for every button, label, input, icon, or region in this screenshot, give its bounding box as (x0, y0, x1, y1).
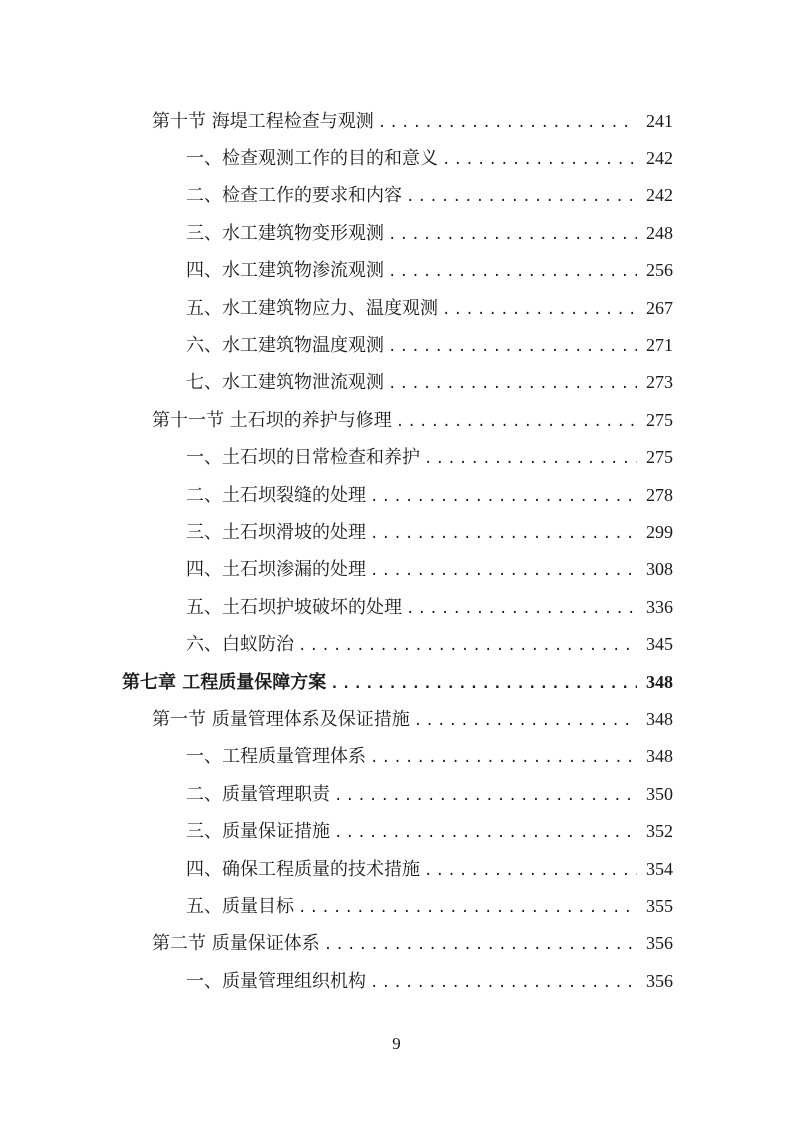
toc-entry-item[interactable] (0, 213, 793, 250)
toc-entry-item[interactable] (0, 811, 793, 848)
toc-entry-title: 五、质量目标 (186, 895, 294, 917)
toc-entry-page-number: 273 (646, 372, 673, 393)
toc-entry-page-number: 348 (646, 671, 673, 692)
toc-entry-item[interactable] (0, 737, 793, 774)
dot-leader (388, 227, 637, 243)
toc-entry-item[interactable] (0, 849, 793, 886)
toc-entry-chapter[interactable] (0, 662, 793, 699)
toc-entry-item[interactable] (0, 886, 793, 923)
toc-entry-page-number: 275 (646, 447, 673, 468)
dot-leader (424, 451, 637, 467)
toc-entry-title: 第十节 海堤工程检查与观测 (152, 110, 374, 132)
toc-entry-content (186, 294, 673, 320)
toc-entry-title: 五、土石坝护坡破坏的处理 (186, 596, 402, 618)
toc-entry-content (186, 817, 673, 843)
toc-entry-content (186, 555, 673, 581)
toc-entry-page-number: 242 (646, 148, 673, 169)
toc-entry-page-number: 350 (646, 783, 673, 804)
toc-entry-item[interactable] (0, 438, 793, 475)
toc-entry-content (186, 593, 673, 619)
toc-entry-title: 二、质量管理职责 (186, 783, 330, 805)
toc-entry-page-number: 241 (646, 110, 673, 131)
toc-entry-title: 六、白蚁防治 (186, 634, 294, 656)
toc-entry-content (186, 892, 673, 918)
toc-entry-page-number: 356 (646, 933, 673, 954)
dot-leader (396, 414, 637, 430)
dot-leader (442, 152, 637, 168)
dot-leader (370, 489, 637, 505)
dot-leader (388, 264, 637, 280)
toc-entry-page-number: 278 (646, 484, 673, 505)
toc-entry-page-number: 336 (646, 596, 673, 617)
toc-entry-page-number: 355 (646, 895, 673, 916)
toc-entry-item[interactable] (0, 550, 793, 587)
toc-entry-page-number: 354 (646, 858, 673, 879)
toc-entry-content (152, 929, 673, 955)
toc-entry-page-number: 242 (646, 185, 673, 206)
toc-entry-content (186, 368, 673, 394)
toc-entry-title: 七、水工建筑物泄流观测 (186, 372, 384, 394)
dot-leader (334, 825, 637, 841)
toc-entry-content (186, 481, 673, 507)
toc-entry-section[interactable] (0, 924, 793, 961)
toc-entry-page-number: 271 (646, 335, 673, 356)
toc-entry-title: 第二节 质量保证体系 (152, 933, 320, 955)
toc-entry-item[interactable] (0, 176, 793, 213)
toc-entry-page-number: 248 (646, 222, 673, 243)
dot-leader (334, 788, 637, 804)
toc-entry-section[interactable] (0, 699, 793, 736)
toc-entry-item[interactable] (0, 512, 793, 549)
dot-leader (388, 376, 637, 392)
toc-entry-content (186, 144, 673, 170)
page-number: 9 (392, 1034, 401, 1053)
dot-leader (370, 750, 637, 766)
toc-entry-item[interactable] (0, 325, 793, 362)
toc-entry-content (186, 219, 673, 245)
toc-entry-content (122, 668, 673, 694)
toc-entry-title: 五、水工建筑物应力、温度观测 (186, 297, 438, 319)
toc-entry-content (152, 705, 673, 731)
toc-entry-content (186, 331, 673, 357)
toc-entry-title: 三、土石坝滑坡的处理 (186, 521, 366, 543)
toc-entry-title: 三、水工建筑物变形观测 (186, 222, 384, 244)
toc-entry-title: 四、水工建筑物渗流观测 (186, 260, 384, 282)
dot-leader (370, 975, 637, 991)
dot-leader (442, 302, 637, 318)
toc-entry-page-number: 299 (646, 521, 673, 542)
toc-entry-item[interactable] (0, 624, 793, 661)
toc-entry-content (186, 518, 673, 544)
toc-entry-item[interactable] (0, 138, 793, 175)
dot-leader (406, 189, 637, 205)
toc-entry-title: 第一节 质量管理体系及保证措施 (152, 708, 410, 730)
table-of-contents (0, 101, 793, 998)
toc-entry-item[interactable] (0, 587, 793, 624)
toc-entry-content (186, 256, 673, 282)
toc-entry-content (186, 443, 673, 469)
toc-entry-page-number: 275 (646, 409, 673, 430)
toc-entry-section[interactable] (0, 400, 793, 437)
toc-entry-title: 一、检查观测工作的目的和意义 (186, 148, 438, 170)
toc-entry-content (186, 742, 673, 768)
toc-entry-item[interactable] (0, 961, 793, 998)
dot-leader (424, 863, 637, 879)
dot-leader (330, 676, 637, 692)
toc-entry-item[interactable] (0, 251, 793, 288)
toc-entry-title: 一、质量管理组织机构 (186, 970, 366, 992)
toc-entry-content (186, 181, 673, 207)
toc-entry-item[interactable] (0, 475, 793, 512)
toc-entry-content (186, 967, 673, 993)
toc-entry-section[interactable] (0, 101, 793, 138)
dot-leader (298, 900, 637, 916)
dot-leader (370, 526, 637, 542)
toc-entry-content (152, 107, 673, 133)
toc-entry-title: 第七章 工程质量保障方案 (122, 671, 327, 693)
toc-entry-title: 六、水工建筑物温度观测 (186, 335, 384, 357)
toc-entry-title: 四、土石坝渗漏的处理 (186, 559, 366, 581)
toc-entry-content (152, 406, 673, 432)
toc-entry-page-number: 267 (646, 297, 673, 318)
toc-entry-page-number: 345 (646, 634, 673, 655)
toc-entry-page-number: 352 (646, 821, 673, 842)
dot-leader (406, 601, 637, 617)
toc-entry-item[interactable] (0, 288, 793, 325)
toc-entry-title: 二、土石坝裂缝的处理 (186, 484, 366, 506)
dot-leader (378, 115, 637, 131)
toc-entry-title: 二、检查工作的要求和内容 (186, 185, 402, 207)
toc-entry-title: 三、质量保证措施 (186, 821, 330, 843)
toc-entry-content (186, 780, 673, 806)
toc-entry-item[interactable] (0, 774, 793, 811)
toc-entry-title: 一、土石坝的日常检查和养护 (186, 447, 420, 469)
toc-entry-title: 一、工程质量管理体系 (186, 746, 366, 768)
toc-entry-page-number: 308 (646, 559, 673, 580)
dot-leader (370, 563, 637, 579)
dot-leader (388, 339, 637, 355)
toc-entry-page-number: 348 (646, 708, 673, 729)
toc-entry-content (186, 630, 673, 656)
toc-entry-page-number: 356 (646, 970, 673, 991)
dot-leader (298, 638, 637, 654)
toc-entry-content (186, 855, 673, 881)
toc-entry-page-number: 256 (646, 260, 673, 281)
toc-entry-title: 第十一节 土石坝的养护与修理 (152, 409, 392, 431)
toc-entry-title: 四、确保工程质量的技术措施 (186, 858, 420, 880)
toc-entry-page-number: 348 (646, 746, 673, 767)
dot-leader (414, 713, 637, 729)
toc-entry-item[interactable] (0, 363, 793, 400)
dot-leader (324, 937, 637, 953)
